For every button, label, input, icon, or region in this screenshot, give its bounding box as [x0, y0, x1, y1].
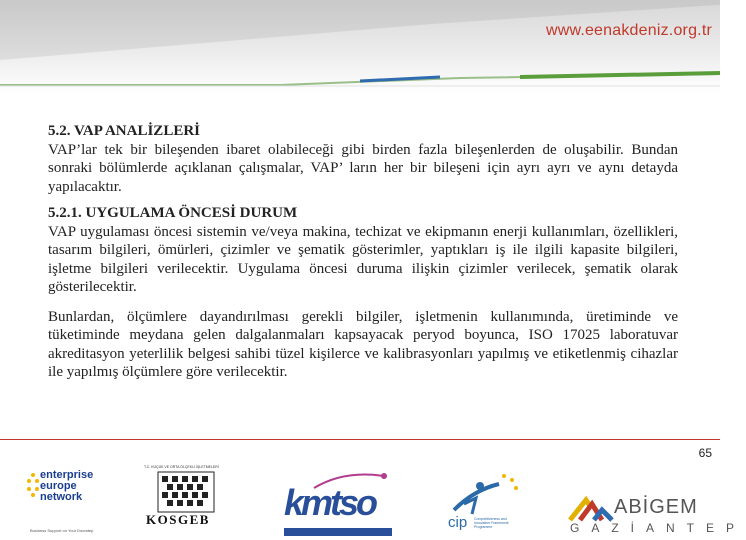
- een-tagline: Business Support on Your Doorstep: [30, 528, 94, 533]
- kosgeb-wordmark: KOSGEB: [146, 512, 210, 527]
- subsection-paragraph-1: VAP uygulaması öncesi sistemin ve/veya makina, techizat ve ekipmanın enerji kullanımları, özellikleri, tasarım bilgileri, ömürleri, çizimler ve şematik gösterimler, yaptıkları iş ile ilgili kapasite bilgileri, işletme bilgileri verilecektir. Uygulama öncesi duruma ilişkin çizimler verilecek, şematik olarak gösterilecektir.: [48, 223, 678, 295]
- section-heading: 5.2. VAP ANALİZLERİ: [48, 123, 200, 139]
- cip-logo: [444, 470, 524, 536]
- abigem-arc-icon: [566, 494, 614, 522]
- section-paragraph: VAP’lar tek bir bileşenden ibaret olabileceği gibi birden fazla bileşenlerden de oluşabilir. Bundan sonraki bölümlerde açıklanan çalışmalar, VAP’ ların her bir bileşeni için ayrı ayrı ve aynı detayda yapılacaktır.: [48, 141, 678, 195]
- abigem-logo: [566, 492, 746, 538]
- kmtso-wordmark: kmtso: [284, 482, 376, 523]
- kmtso-logo: [284, 470, 392, 536]
- kosgeb-logo: [140, 465, 232, 535]
- kosgeb-emblem-icon: [158, 472, 214, 512]
- subsection-heading: 5.2.1. UYGULAMA ÖNCESİ DURUM: [48, 205, 298, 221]
- een-wordmark: enterprise europe network: [40, 469, 94, 503]
- kmtso-bar: [284, 528, 392, 536]
- header-accent-strip: [0, 72, 720, 86]
- een-stars-icon: [26, 472, 40, 512]
- abigem-wordmark: ABİGEM: [614, 496, 698, 518]
- cip-runner-icon: [444, 470, 524, 516]
- kosgeb-top-text: T.C. KÜÇÜK VE ORTA ÖLÇEKLİ İŞLETMELERİ: [144, 465, 219, 469]
- footer-divider: [0, 439, 720, 440]
- enterprise-europe-network-logo: [26, 470, 116, 532]
- subsection-paragraph-2: Bunlardan, ölçümlere dayandırılması gerekli bilgiler, işletmenin kullanımında, üretiminde ve tüketiminde meydana gelen dalgalanmaları kapsayacak peryod boyunca, ISO 17025 laboratuvar akreditasyon yeterlilik belgesi sahibi tüzel kişilerce ve kalibrasyonları yapılmış ve etiketlenmiş cihazlar ile yapılmış ölçümlere göre verilecektir.: [48, 308, 678, 380]
- cip-wordmark: cip: [448, 514, 468, 531]
- cip-tagline: Competitiveness and Innovation Framework Programme: [474, 517, 509, 529]
- document-body: [48, 122, 678, 382]
- site-url[interactable]: www.eenakdeniz.org.tr: [545, 22, 712, 39]
- page-number: 65: [698, 446, 712, 460]
- abigem-city: GAZİANTEP: [570, 521, 746, 535]
